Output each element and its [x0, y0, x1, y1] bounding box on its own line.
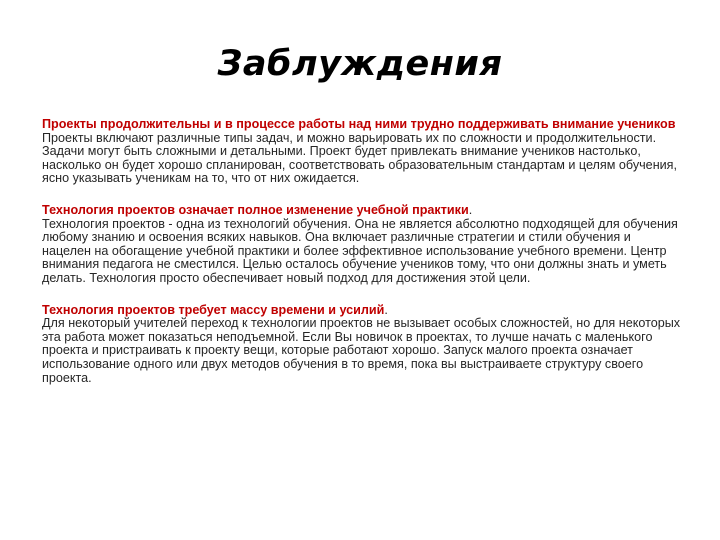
section-heading-suffix: .	[384, 302, 388, 317]
section-heading-text: Проекты продолжительны и в процессе работы над ними трудно поддерживать внимание учеников	[42, 117, 676, 131]
section-heading	[42, 118, 682, 132]
section-heading-suffix: .	[468, 202, 473, 217]
section-heading-text: Технология проектов означает полное изменение учебной практики	[42, 202, 469, 217]
section-body: Для некоторый учителей переход к технологии проектов не вызывает особых сложностей, но для некоторых эта работа может показаться неподъемной. Если Вы новичок в проектах, то лучше начать с маленького проекта и пристраивать к проекту вещи, которые работают хорошо. Запуск малого проекта означает использование одного или двух методов обучения в то время, пока вы выстраиваете структуру своего проекта.	[42, 316, 681, 385]
section-body: Проекты включают различные типы задач, и можно варьировать их по сложности и продолжительности. Задачи могут быть сложными и детальными. Проект будет привлекать внимание учеников настолько, насколько он будет хорошо спланирован, соответствовать образовательным стандартам и целям обучения, ясно указывать ученикам на то, что от них ожидается.	[42, 130, 677, 186]
section-heading	[42, 304, 682, 318]
section-misconception-3	[42, 304, 682, 386]
section-heading	[42, 204, 682, 218]
section-misconception-1	[42, 118, 682, 186]
section-heading-text: Технология проектов требует массу времени и усилий	[42, 302, 385, 317]
slide-content	[42, 118, 682, 403]
section-body: Технология проектов - одна из технологий обучения. Она не является абсолютно подходящей для обучения любому знанию и освоения всяких навыков. Она включает различные стратегии и стили обучения и нацелен на обогащение учебной практики и более эффективное использование учебного времени. Центр внимания педагога не сместился. Целью осталось обучение учеников тому, что они должны знать и уметь делать. Технология просто обеспечивает новый подход для достижения этой цели.	[42, 216, 678, 285]
slide-title: Заблуждения	[217, 44, 503, 84]
section-misconception-2	[42, 204, 682, 286]
